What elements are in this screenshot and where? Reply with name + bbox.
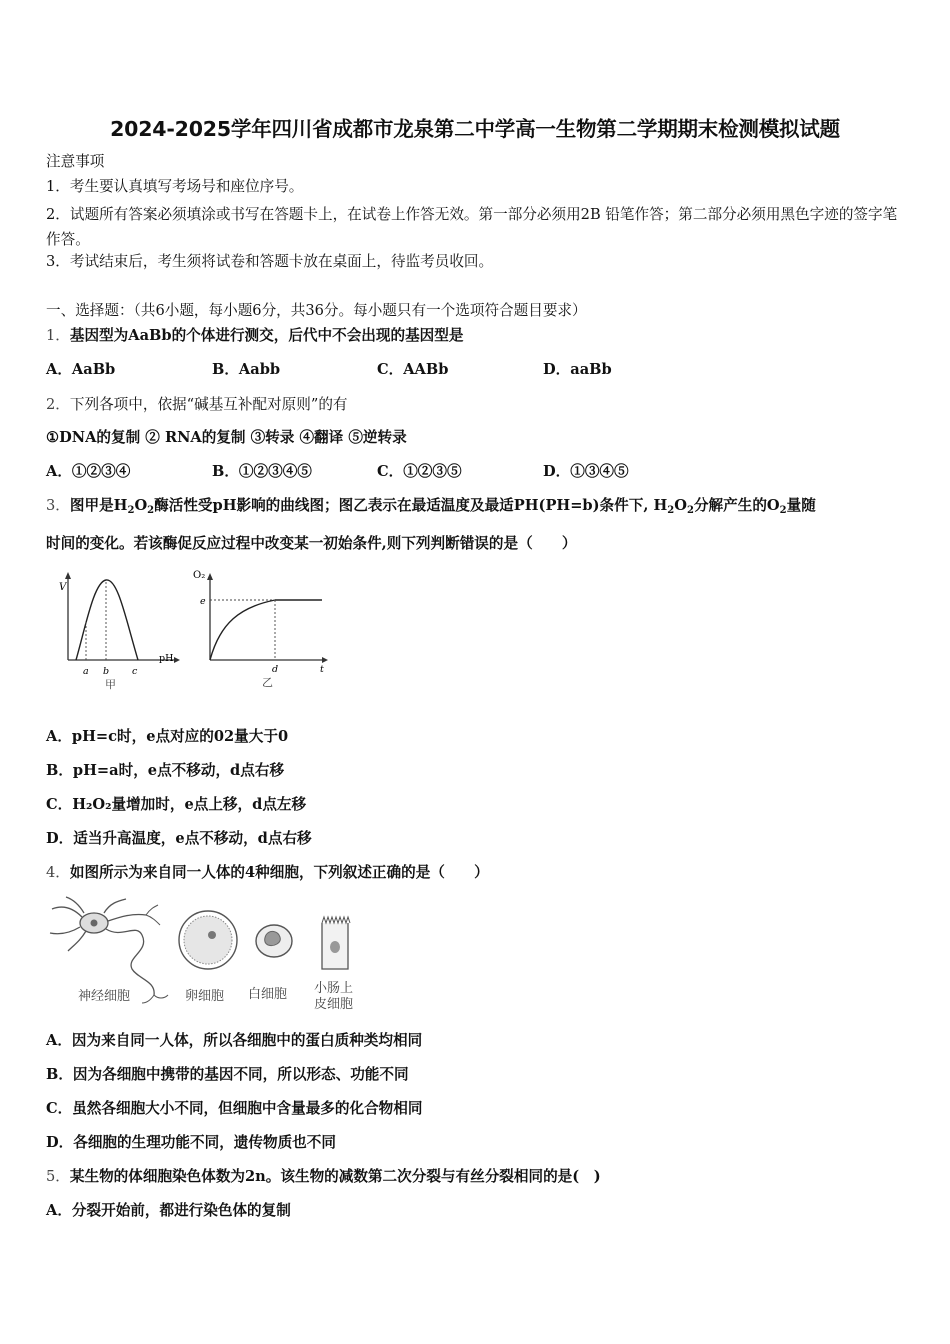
q1-option-d: D．aaBb bbox=[543, 361, 612, 378]
epithelial-cell-drawing bbox=[322, 917, 350, 969]
q1-option-b: B．Aabb bbox=[212, 361, 281, 378]
notice-item-2: 2．试题所有答案必须填涂或书写在答题卡上，在试卷上作答无效。第一部分必须用2B 铅笔作答；第二部分必须用黑色字迹的签字笔作答。 bbox=[46, 206, 898, 248]
x-axis-arrow bbox=[322, 657, 328, 663]
question-stem: 某生物的体细胞染色体数为2n。该生物的减数第二次分裂与有丝分裂相同的是( ) bbox=[69, 1168, 601, 1185]
q4-option-b: B．因为各细胞中携带的基因不同，所以形态、功能不同 bbox=[46, 1066, 409, 1083]
y-axis-arrow bbox=[207, 573, 213, 580]
q2-option-b: B．①②③④⑤ bbox=[212, 463, 312, 480]
subscript: 2 bbox=[779, 505, 787, 516]
notice-item-3: 3．考试结束后，考生须将试卷和答题卡放在桌面上，待监考员收回。 bbox=[46, 253, 494, 270]
question-4 bbox=[46, 863, 489, 883]
stem-part: 分解产生的O bbox=[693, 497, 780, 514]
stem-part: 图甲是H bbox=[69, 497, 128, 514]
q3-option-d: D．适当升高温度，e点不移动，d点右移 bbox=[46, 830, 312, 847]
figure-yi bbox=[190, 565, 335, 692]
egg-cell-drawing bbox=[179, 911, 237, 969]
stem-part: O bbox=[674, 497, 687, 514]
tick-b: b bbox=[103, 666, 110, 677]
x-axis-arrow bbox=[174, 657, 180, 663]
question-2 bbox=[46, 395, 348, 415]
figure-caption: 甲 bbox=[105, 678, 116, 691]
figure-jia bbox=[56, 570, 186, 692]
subscript: 2 bbox=[127, 505, 135, 516]
question-1 bbox=[46, 326, 463, 346]
q4-option-c: C．虽然各细胞大小不同，但细胞中含量最多的化合物相同 bbox=[46, 1100, 423, 1117]
white-blood-cell-drawing bbox=[256, 925, 292, 957]
q2-option-a: A．①②③④ bbox=[46, 463, 131, 480]
q2-option-c: C．①②③⑤ bbox=[377, 463, 462, 480]
d-label: d bbox=[272, 664, 279, 675]
question-stem: 基因型为AaBb的个体进行测交，后代中不会出现的基因型是 bbox=[69, 327, 464, 344]
q2-item-list: ①DNA的复制 ② RNA的复制 ③转录 ④翻译 ⑤逆转录 bbox=[46, 429, 407, 446]
q3-option-b: B．pH=a时，e点不移动，d点右移 bbox=[46, 762, 285, 779]
tick-c: c bbox=[132, 666, 138, 677]
tick-a: a bbox=[83, 666, 89, 677]
y-label: O₂ bbox=[193, 570, 206, 581]
cell-label-epithelial-2: 皮细胞 bbox=[314, 997, 354, 1012]
cell-label-egg: 卵细胞 bbox=[185, 989, 225, 1004]
question-stem: 下列各项中，依据“碱基互补配对原则”的有 bbox=[69, 396, 348, 413]
neuron-drawing bbox=[50, 897, 168, 1003]
q3-option-c: C．H₂O₂量增加时，e点上移，d点左移 bbox=[46, 796, 307, 813]
x-label: t bbox=[320, 664, 324, 675]
question-number: 5． bbox=[46, 1168, 70, 1185]
question-stem: 如图所示为来自同一人体的4种细胞，下列叙述正确的是（ ） bbox=[69, 864, 489, 881]
q5-option-a: A．分裂开始前，都进行染色体的复制 bbox=[46, 1202, 291, 1219]
section-heading: 一、选择题：（共6小题，每小题6分，共36分。每小题只有一个选项符合题目要求） bbox=[46, 302, 587, 319]
q2-option-d: D．①③④⑤ bbox=[543, 463, 629, 480]
stem-part: 量随 bbox=[786, 497, 816, 514]
o2-curve bbox=[210, 600, 322, 660]
q3-option-a: A．pH=c时，e点对应的02量大于0 bbox=[46, 728, 289, 745]
question-number: 4． bbox=[46, 864, 70, 881]
y-label: V bbox=[59, 582, 67, 593]
subscript: 2 bbox=[667, 505, 675, 516]
cell-label-wbc: 白细胞 bbox=[248, 987, 288, 1002]
figure-cells bbox=[46, 895, 376, 1015]
activity-curve bbox=[76, 580, 138, 660]
x-label: pH bbox=[159, 653, 174, 664]
question-3 bbox=[46, 496, 816, 516]
question-number: 3． bbox=[46, 497, 70, 514]
q1-option-a: A．AaBb bbox=[46, 361, 116, 378]
stem-part: O bbox=[134, 497, 148, 514]
question-3-line-2: 时间的变化。若该酶促反应过程中改变某一初始条件,则下列判断错误的是（ ） bbox=[46, 535, 577, 552]
subscript: 2 bbox=[686, 505, 694, 516]
stem-part: 酶活性受pH影响的曲线图；图乙表示在最适温度及最适PH(PH=b)条件下, H bbox=[154, 497, 668, 514]
cell-label-neuron: 神经细胞 bbox=[78, 989, 131, 1004]
q4-option-d: D．各细胞的生理功能不同，遗传物质也不同 bbox=[46, 1134, 336, 1151]
question-5 bbox=[46, 1167, 601, 1187]
page-title: 2024-2025学年四川省成都市龙泉第二中学高一生物第二学期期末检测模拟试题 bbox=[110, 117, 840, 141]
notice-heading: 注意事项 bbox=[46, 153, 105, 170]
subscript: 2 bbox=[147, 505, 155, 516]
e-label: e bbox=[200, 596, 206, 607]
question-number: 1． bbox=[46, 327, 70, 344]
figure-caption: 乙 bbox=[262, 676, 273, 689]
y-axis-arrow bbox=[65, 572, 71, 579]
q4-option-a: A．因为来自同一人体，所以各细胞中的蛋白质种类均相同 bbox=[46, 1032, 423, 1049]
q1-option-c: C．AABb bbox=[377, 361, 449, 378]
question-number: 2． bbox=[46, 396, 70, 413]
notice-item-1: 1．考生要认真填写考场号和座位序号。 bbox=[46, 178, 304, 195]
cell-label-epithelial-1: 小肠上 bbox=[314, 981, 354, 996]
